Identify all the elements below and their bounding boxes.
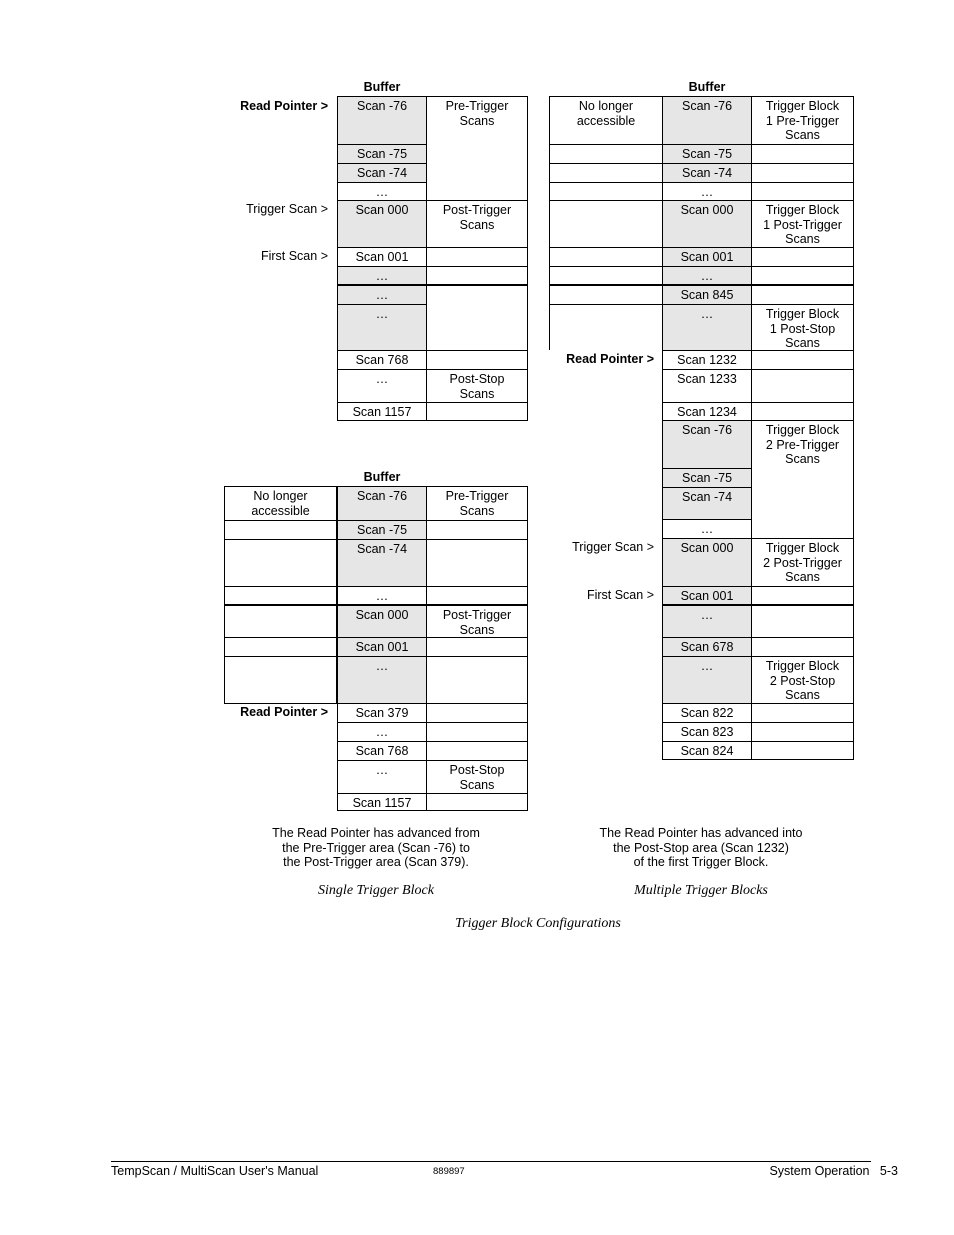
figure-title: Trigger Block Configurations [455,916,621,931]
region-cell [751,587,854,606]
region-cell: Pre-Trigger Scans [426,486,528,521]
region-cell [426,742,528,761]
region-cell [426,794,528,811]
multiple-title: Multiple Trigger Blocks [634,883,768,898]
region-cell [426,403,528,421]
region-cell: Trigger Block 2 Pre-Trigger Scans [751,421,854,539]
region-cell [751,370,854,403]
region-cell [426,638,528,657]
region-cell [751,286,854,305]
footer-page-number: System Operation 5-3 [769,1164,898,1178]
buffer-cell: Scan -76 [337,486,427,521]
buffer-cell: Scan 001 [337,638,427,657]
inaccessible-cell [549,248,663,267]
inaccessible-cell: No longer accessible [549,96,663,145]
buffer-cell: Scan -74 [662,488,752,520]
buffer-cell: Scan 824 [662,742,752,760]
inaccessible-cell [224,606,337,638]
buffer-cell: … [337,723,427,742]
region-cell [751,638,854,657]
region-cell [426,657,528,704]
region-cell [751,723,854,742]
footer-manual-title: TempScan / MultiScan User's Manual [111,1164,319,1178]
region-cell: Pre-Trigger Scans [426,96,528,201]
buffer-cell: Scan -75 [662,469,752,488]
region-cell [426,521,528,540]
region-cell: Trigger Block 1 Post-Stop Scans [751,305,854,351]
single-title: Single Trigger Block [318,883,434,898]
buffer-cell: Scan 1234 [662,403,752,421]
inaccessible-cell [549,267,663,286]
buffer-cell: … [337,183,427,201]
trigger-scan-label: Trigger Scan > [572,540,654,554]
read-pointer-label: Read Pointer > [566,352,654,366]
inaccessible-cell: No longer accessible [224,486,337,521]
buffer-cell: Scan -75 [337,145,427,164]
buffer-cell: Scan -76 [662,421,752,469]
inaccessible-cell [224,657,337,704]
multiple-caption: The Read Pointer has advanced into the Post-Stop area (Scan 1232) of the first Trigger Block. [599,826,803,869]
region-cell [751,183,854,201]
buffer-cell: … [337,761,427,794]
buffer-cell: Scan -76 [662,96,752,145]
buffer-cell: … [337,305,427,351]
region-cell [751,164,854,183]
buffer-header: Buffer [688,80,726,94]
buffer-cell: Scan 822 [662,704,752,723]
buffer-cell: … [662,267,752,286]
buffer-cell: Scan 000 [337,606,427,638]
buffer-cell: Scan -76 [337,96,427,145]
buffer-cell: Scan 000 [662,539,752,587]
buffer-cell: Scan 845 [662,286,752,305]
inaccessible-cell [549,286,663,305]
inaccessible-cell [224,521,337,540]
region-cell [751,248,854,267]
buffer-cell: … [662,657,752,704]
inaccessible-cell [224,587,337,606]
region-cell [426,723,528,742]
region-cell [426,540,528,587]
inaccessible-cell [549,145,663,164]
buffer-cell: Scan -75 [662,145,752,164]
single-caption: The Read Pointer has advanced from the Pre-Trigger area (Scan -76) to the Post-Trigger area (Scan 379). [272,826,480,869]
region-cell: Trigger Block 1 Pre-Trigger Scans [751,96,854,145]
read-pointer-label: Read Pointer > [240,99,328,113]
region-cell: Post-Stop Scans [426,761,528,794]
region-cell: Trigger Block 2 Post-Stop Scans [751,657,854,704]
buffer-cell: Scan 768 [337,351,427,370]
buffer-cell: Scan 000 [337,201,427,248]
buffer-cell: … [662,305,752,351]
inaccessible-cell [549,201,663,248]
buffer-cell: Scan 1157 [337,794,427,811]
footer-rule [111,1161,871,1162]
buffer-cell: Scan 001 [337,248,427,267]
region-cell [426,704,528,723]
buffer-cell: Scan 768 [337,742,427,761]
buffer-cell: … [662,520,752,539]
inaccessible-cell [549,305,663,350]
buffer-cell: … [337,657,427,704]
region-cell [751,351,854,370]
buffer-cell: Scan 823 [662,723,752,742]
trigger-scan-label: Trigger Scan > [246,202,328,216]
footer-part-number: 889897 [433,1166,465,1177]
region-cell [751,145,854,164]
region-cell: Post-Trigger Scans [426,201,528,248]
buffer-header: Buffer [363,470,401,484]
buffer-cell: … [337,587,427,606]
first-scan-label: First Scan > [586,588,654,602]
buffer-cell: Scan -74 [337,540,427,587]
buffer-cell: … [662,183,752,201]
buffer-cell: Scan 678 [662,638,752,657]
region-cell [426,351,528,370]
region-cell [751,704,854,723]
region-cell [426,587,528,606]
inaccessible-cell [224,540,337,587]
buffer-header: Buffer [363,80,401,94]
region-cell: Trigger Block 1 Post-Trigger Scans [751,201,854,248]
region-cell [426,248,528,267]
buffer-cell: Scan 000 [662,201,752,248]
buffer-cell: Scan 379 [337,704,427,723]
buffer-cell: Scan -74 [662,164,752,183]
region-cell [751,403,854,421]
buffer-cell: … [337,267,427,286]
buffer-cell: Scan -75 [337,521,427,540]
buffer-cell: … [662,606,752,638]
region-cell: Post-Stop Scans [426,370,528,403]
region-cell: Trigger Block 2 Post-Trigger Scans [751,539,854,587]
region-cell [426,267,528,286]
inaccessible-cell [224,638,337,657]
buffer-cell: … [337,286,427,305]
buffer-cell: Scan 1233 [662,370,752,403]
region-cell [751,742,854,760]
buffer-cell: Scan -74 [337,164,427,183]
region-cell [426,286,528,351]
buffer-cell: … [337,370,427,403]
read-pointer-label: Read Pointer > [240,705,328,719]
region-cell [751,606,854,638]
region-cell [751,267,854,286]
buffer-cell: Scan 1157 [337,403,427,421]
region-cell: Post-Trigger Scans [426,606,528,638]
inaccessible-cell [549,183,663,201]
first-scan-label: First Scan > [260,249,328,263]
buffer-cell: Scan 1232 [662,351,752,370]
buffer-cell: Scan 001 [662,248,752,267]
inaccessible-cell [549,164,663,183]
buffer-cell: Scan 001 [662,587,752,606]
